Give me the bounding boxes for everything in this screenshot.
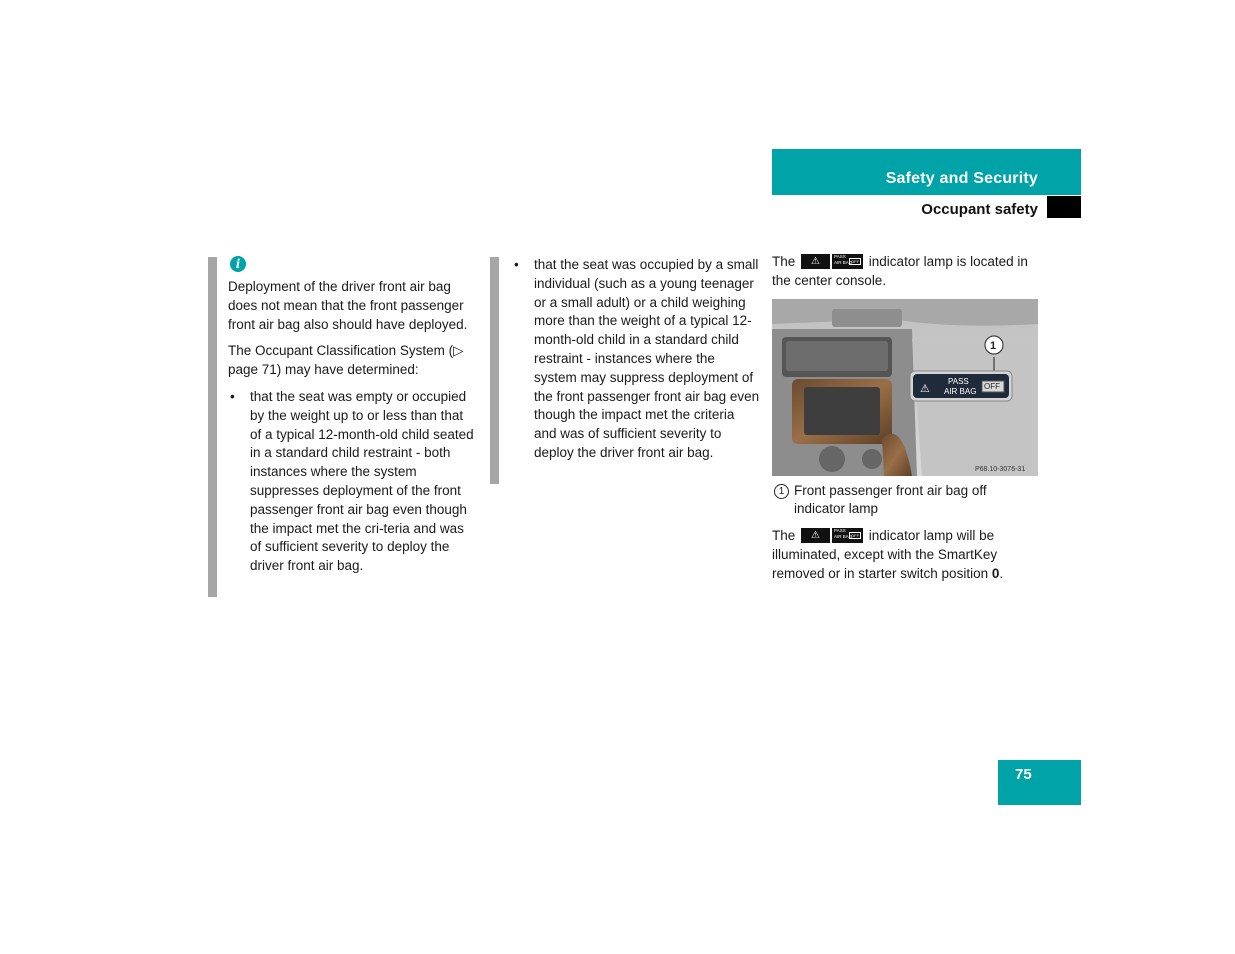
- lamp-label-airbag: AIR BAG: [944, 386, 977, 396]
- svg-text:⚠: ⚠: [920, 381, 930, 395]
- bullet-icon: •: [230, 388, 235, 404]
- column-2: [512, 256, 760, 471]
- pass-air-bag-off-indicator-icon: ⚠ PASS AIR BAG OFF: [801, 528, 863, 543]
- column-3: [772, 253, 1040, 592]
- subsection-header: [772, 196, 1081, 218]
- callout-number-icon: 1: [774, 484, 789, 499]
- page-ref-arrow-icon: ▷: [453, 343, 464, 359]
- pass-air-bag-off-indicator-icon: ⚠ PASS AIR BAG OFF: [801, 254, 863, 269]
- list-item: • that the seat was occupied by a small individual (such as a young teenager or a small adult) or a child weighing more than the weight of a typical 12-month-old child in a standard child restraint - instances where the system may suppress deployment of the front passenger front air bag even though the impact met the criteria and was of sufficient severity to deploy the driver front air bag.: [514, 257, 760, 460]
- page-number: 75: [1015, 766, 1032, 783]
- photo-reference: P68.10-3076-31: [975, 465, 1026, 473]
- info-sidebar-bar: [208, 257, 217, 597]
- center-console-photo: [772, 299, 1038, 476]
- lamp-illumination-paragraph: The ⚠ PASS AIR BAG OFF indicator lamp will be illuminated, except with the SmartKey removed or in starter switch position 0.: [772, 528, 1004, 581]
- info-icon: i: [230, 256, 246, 272]
- info-sidebar-bar-continued: [490, 257, 499, 484]
- section-header: [772, 149, 1081, 195]
- page-number-box: [998, 760, 1081, 805]
- list-item: • that the seat was empty or occupied by the weight up to or less than that of a typical 12-month-old child seated in a standard child restraint - both instances where the system suppresses deployment of the front passenger front air bag even though the impact met the cri-teria and was of sufficient severity to deploy the driver front air bag.: [230, 388, 474, 574]
- column-1: [228, 254, 478, 584]
- info-paragraph-1: Deployment of the driver front air bag does not mean that the front passenger front air bag also should have deployed.: [228, 279, 468, 332]
- lamp-label-off: OFF: [984, 381, 1000, 391]
- info-paragraph-2: The Occupant Classification System (▷ page 71) may have determined:: [228, 343, 464, 378]
- photo-callout-1: 1: [990, 339, 997, 352]
- lamp-label-pass: PASS: [948, 376, 969, 386]
- photo-caption: 1 Front passenger front air bag off indicator lamp: [772, 482, 1040, 520]
- lamp-location-paragraph: The ⚠ PASS AIR BAG OFF indicator lamp is located in the center console.: [772, 254, 1028, 288]
- bullet-icon: •: [514, 257, 519, 272]
- subsection-title: Occupant safety: [921, 201, 1038, 218]
- subsection-marker: [1047, 196, 1081, 218]
- section-title: Safety and Security: [885, 170, 1038, 187]
